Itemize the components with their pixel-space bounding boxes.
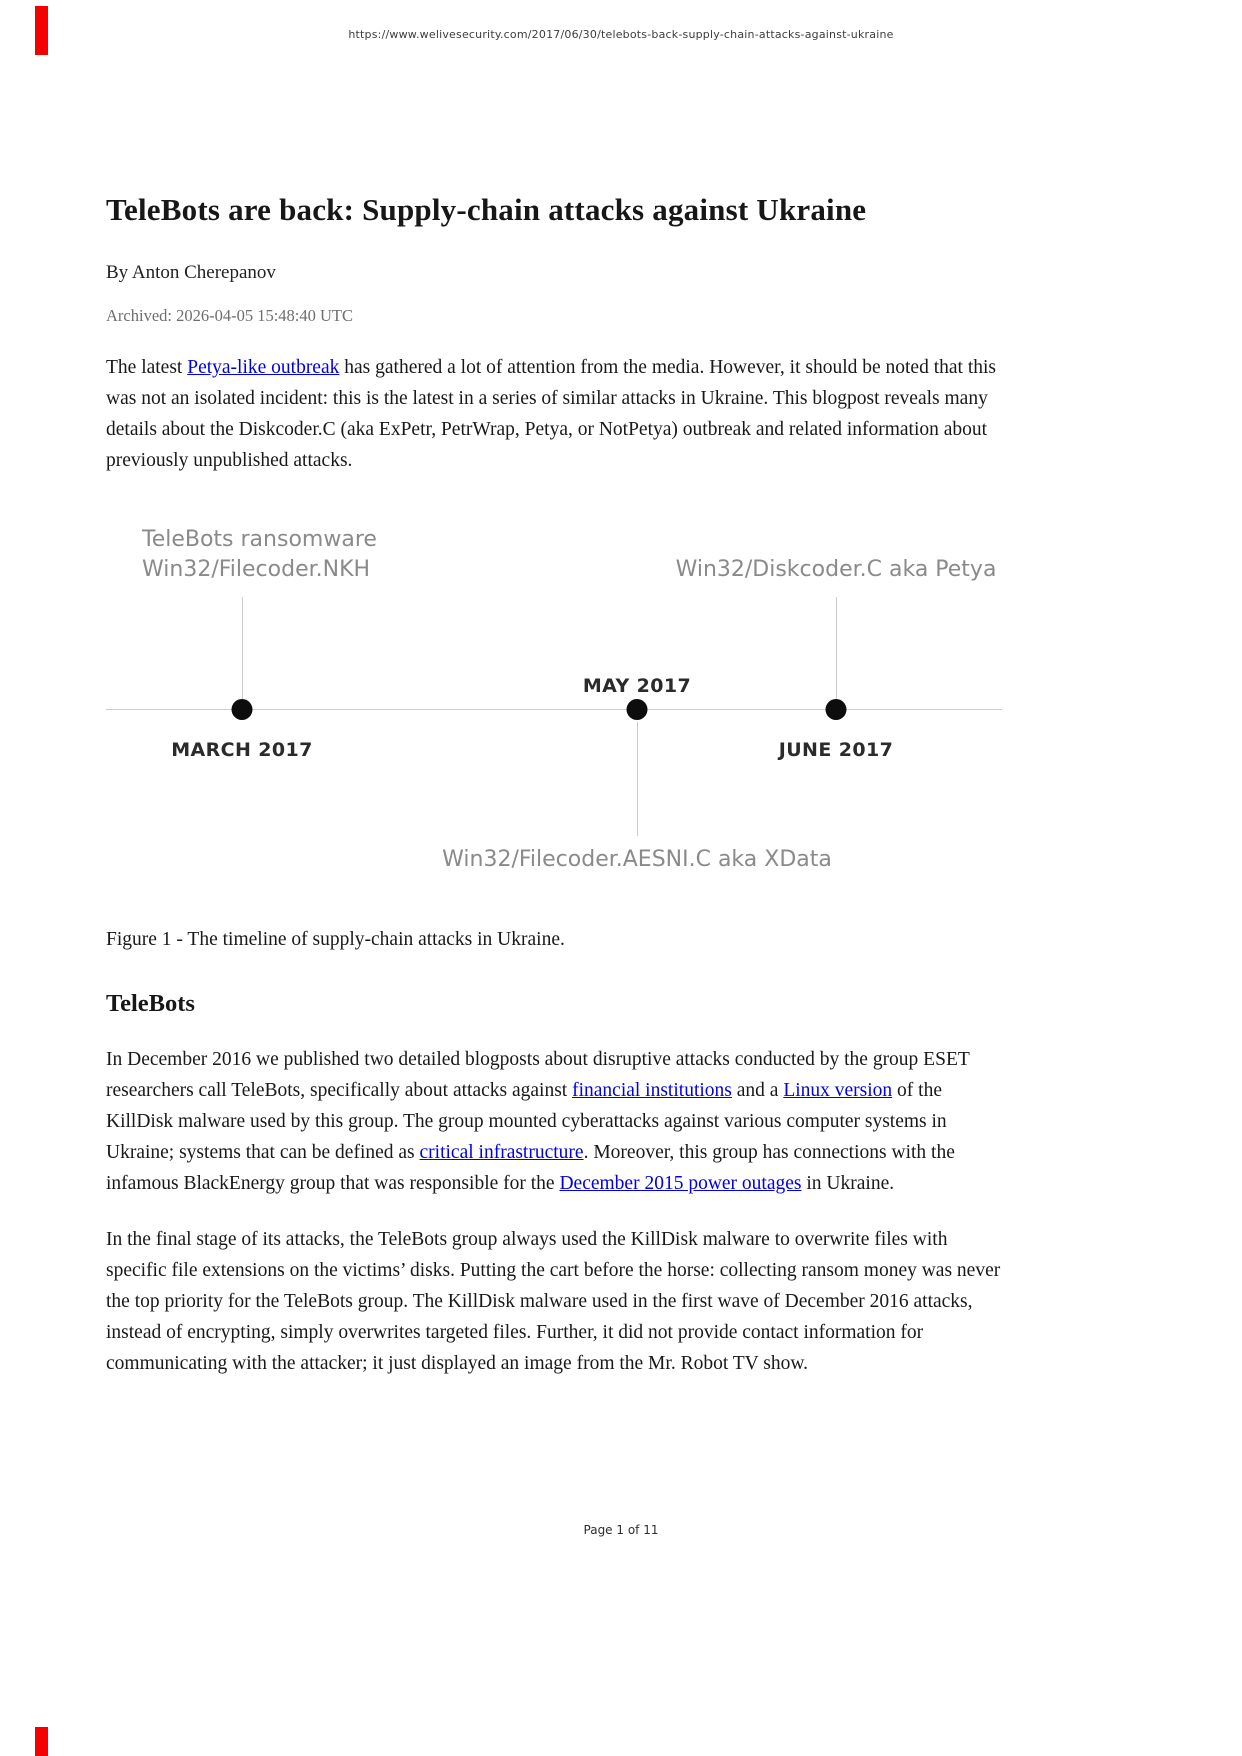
timeline-date-label: MAY 2017	[582, 675, 692, 697]
section-heading: TeleBots	[106, 990, 195, 1017]
text-run: and a	[731, 1080, 784, 1101]
text-run: In December 2016 we published two detailed blogposts about disruptive attacks conducted by the group ESET researchers call TeleBots, specifically about attacks against	[106, 1049, 970, 1101]
figure-caption: Figure 1 - The timeline of supply-chain attacks in Ukraine.	[106, 929, 565, 950]
timeline-figure	[106, 517, 1006, 882]
timeline-dot	[232, 699, 253, 720]
timeline-dot	[826, 699, 847, 720]
intro-paragraph	[106, 352, 1006, 476]
timeline-event-label-line: TeleBots ransomware	[142, 527, 377, 552]
page-number: Page 1 of 11	[583, 1523, 659, 1537]
article-title: TeleBots are back: Supply-chain attacks against Ukraine	[106, 192, 867, 227]
archive-timestamp: Archived: 2026-04-05 15:48:40 UTC	[106, 306, 354, 325]
timeline-event-label	[142, 525, 377, 585]
timeline-connector	[836, 597, 837, 699]
timeline-event-label: Win32/Diskcoder.C aka Petya	[675, 557, 997, 582]
timeline-connector	[637, 722, 638, 836]
timeline-event-label: Win32/Filecoder.AESNI.C aka XData	[442, 847, 832, 872]
article-content	[106, 0, 1006, 1379]
red-margin-marker-bottom	[35, 1727, 48, 1756]
text-run: In the final stage of its attacks, the TeleBots group always used the KillDisk malware to overwrite files with specific file extensions on the victims’ disks. Putting the cart before the horse: collecting ransom money was never the top priority for the TeleBots group. The KillDisk malware used in the first wave of December 2016 attacks, instead of encrypting, simply overwrites targeted files. Further, it did not provide contact information for communicating with the attacker; it just displayed an image from the Mr. Robot TV show.	[106, 1229, 1001, 1374]
timeline-dot	[627, 699, 648, 720]
timeline-date-label: JUNE 2017	[778, 739, 894, 761]
inline-link[interactable]: Linux version	[783, 1080, 893, 1101]
inline-link[interactable]: Petya-like outbreak	[187, 357, 340, 378]
text-run: . Moreover, this group has connections with the infamous BlackEnergy group that was responsible for the	[106, 1142, 955, 1194]
text-run: of the KillDisk malware used by this group. The group mounted cyberattacks against various computer systems in Ukraine; systems that can be defined as	[106, 1080, 947, 1163]
timeline-event-label-line: Win32/Filecoder.NKH	[142, 557, 371, 582]
text-run: The latest	[106, 357, 188, 378]
body-paragraph	[106, 1044, 1006, 1199]
timeline-date-label: MARCH 2017	[171, 739, 313, 761]
inline-link[interactable]: critical infrastructure	[419, 1142, 584, 1163]
text-run: in Ukraine.	[801, 1173, 895, 1194]
article-byline: By Anton Cherepanov	[106, 262, 276, 283]
archive-url: https://www.welivesecurity.com/2017/06/30/telebots-back-supply-chain-attacks-against-ukraine	[348, 28, 894, 41]
inline-link[interactable]: December 2015 power outages	[559, 1173, 802, 1194]
text-run: has gathered a lot of attention from the media. However, it should be noted that this was not an isolated incident: this is the latest in a series of similar attacks in Ukraine. This blogpost reveals many details about the Diskcoder.C (aka ExPetr, PetrWrap, Petya, or NotPetya) outbreak and related information about previously unpublished attacks.	[106, 357, 997, 471]
inline-link[interactable]: financial institutions	[572, 1080, 732, 1101]
timeline-connector	[242, 597, 243, 699]
body-paragraph	[106, 1224, 1006, 1379]
